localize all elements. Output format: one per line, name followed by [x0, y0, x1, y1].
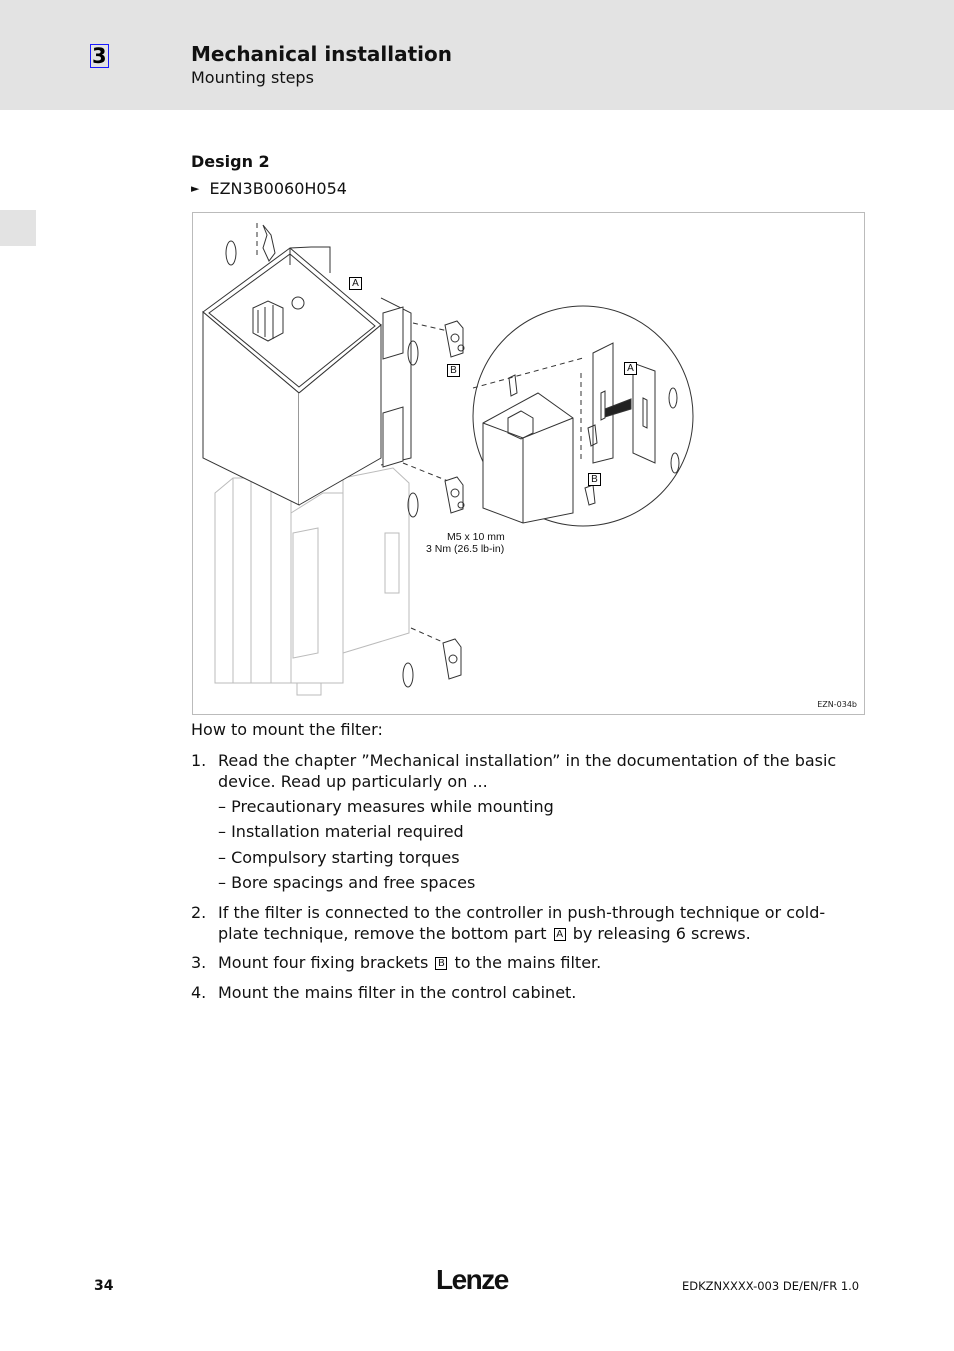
torque-label: 3 Nm (26.5 lb-in) — [426, 543, 505, 555]
mounting-figure — [192, 212, 865, 715]
step-number: 2. — [191, 903, 207, 922]
bullet-arrow-icon: ► — [191, 182, 200, 195]
step-number: 4. — [191, 983, 207, 1002]
lenze-logo: Lenze — [436, 1264, 508, 1295]
sub-item: – Compulsory starting torques — [218, 848, 460, 867]
section-heading: Design 2 — [191, 152, 270, 171]
chapter-title: Mechanical installation — [191, 42, 452, 66]
chapter-subtitle: Mounting steps — [191, 68, 314, 87]
step-text-part: Mount four fixing brackets — [218, 953, 429, 972]
label-b-main: B — [447, 364, 460, 377]
model-bullet-item — [191, 179, 347, 198]
sub-item: – Precautionary measures while mounting — [218, 797, 554, 816]
label-b-detail: B — [588, 473, 601, 486]
sub-item: – Installation material required — [218, 822, 464, 841]
model-name: EZN3B0060H054 — [209, 179, 347, 198]
step-number: 1. — [191, 751, 207, 770]
chapter-number[interactable]: 3 — [92, 44, 107, 68]
step-text — [218, 953, 858, 974]
step-text: Read the chapter ”Mechanical installation” in the documentation of the basic device. Read up particularly on ... — [218, 751, 837, 791]
sub-item: – Bore spacings and free spaces — [218, 873, 476, 892]
step-number: 3. — [191, 953, 207, 972]
step-text-part: by releasing 6 screws. — [572, 923, 751, 943]
figure-code: EZN-034b — [817, 700, 857, 709]
step-text: Mount the mains filter in the control cabinet. — [218, 983, 577, 1002]
document-code: EDKZNXXXX-003 DE/EN/FR 1.0 — [682, 1279, 860, 1293]
label-a-detail: A — [624, 362, 637, 375]
step-text — [218, 903, 858, 944]
side-tab-marker — [0, 210, 36, 246]
label-a-main: A — [349, 277, 362, 290]
screw-size-label: M5 x 10 mm — [447, 531, 505, 543]
step-text-part: to the mains filter. — [454, 953, 602, 972]
instructions-intro: How to mount the filter: — [191, 720, 383, 739]
part-b-marker: B — [435, 957, 447, 970]
step-text-part: If the filter is connected to the controller in push-through technique or cold-plate technique, remove the bottom part — [218, 903, 826, 943]
mounting-drawing — [193, 213, 864, 714]
page-number: 34 — [94, 1278, 114, 1294]
part-a-marker: A — [554, 928, 566, 941]
header-band — [0, 0, 954, 110]
